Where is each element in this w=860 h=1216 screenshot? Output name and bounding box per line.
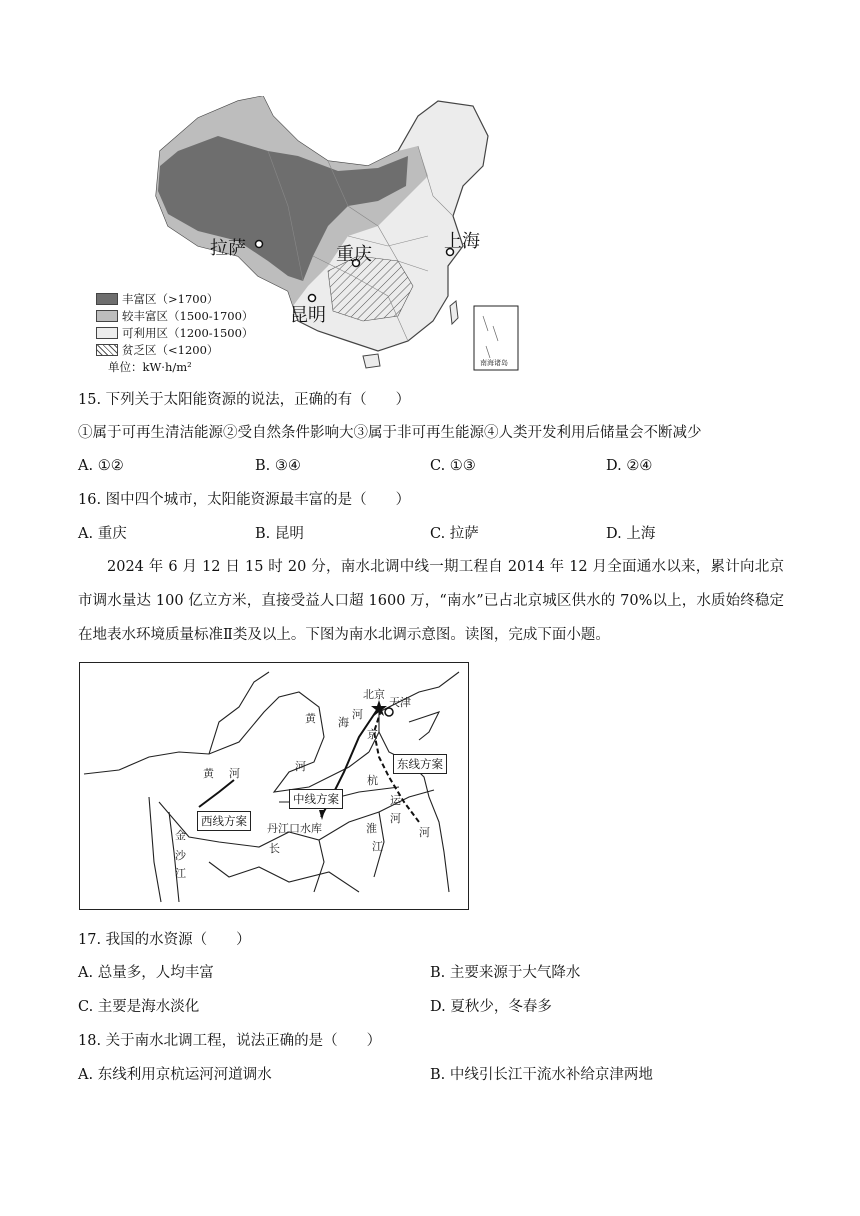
river-label: 沙 <box>175 849 186 862</box>
q18-option-b[interactable]: B. 中线引长江干流水补给京津两地 <box>430 1067 653 1083</box>
river-label: 河 <box>229 767 240 780</box>
legend-label: 贫乏区（<1200） <box>122 343 219 357</box>
q17-option-b[interactable]: B. 主要来源于大气降水 <box>430 965 581 981</box>
river-label: 河 <box>390 812 401 825</box>
q16-option-d[interactable]: D. 上海 <box>606 526 656 542</box>
river-label: 江 <box>372 840 383 853</box>
lhasa-dot <box>256 241 263 248</box>
legend-swatch-usable <box>96 327 118 339</box>
q16-option-a[interactable]: A. 重庆 <box>78 526 127 542</box>
river-label: 淮 <box>366 822 377 835</box>
q15-option-c[interactable]: C. ①③ <box>430 458 476 474</box>
q18-option-a[interactable]: A. 东线利用京杭运河河道调水 <box>78 1067 272 1083</box>
q16-option-b[interactable]: B. 昆明 <box>255 526 304 542</box>
east-route-label: 东线方案 <box>393 754 447 774</box>
river-label: 河 <box>352 708 363 721</box>
legend-swatch-rich <box>96 293 118 305</box>
river-label: 江 <box>175 867 186 880</box>
legend-swatch-poor <box>96 344 118 356</box>
river-label: 金 <box>175 829 186 842</box>
q15-option-a[interactable]: A. ①② <box>78 458 124 474</box>
q16-option-c[interactable]: C. 拉萨 <box>430 526 479 542</box>
city-kunming-label: 昆明 <box>290 305 326 326</box>
river-label: 河 <box>295 760 306 773</box>
river-label: 海 <box>338 716 349 729</box>
river-label: 黄 <box>203 767 214 780</box>
q17-stem: 17. 我国的水资源（ ） <box>78 932 251 948</box>
q16-stem: 16. 图中四个城市，太阳能资源最丰富的是（ ） <box>78 492 411 508</box>
danjiangkou-label: 丹江口水库 <box>267 822 322 835</box>
q15-option-d[interactable]: D. ②④ <box>606 458 653 474</box>
q17-option-a[interactable]: A. 总量多，人均丰富 <box>78 965 214 981</box>
city-shanghai-label: 上海 <box>444 231 480 252</box>
legend-item-more-rich <box>96 309 253 323</box>
river-label: 运 <box>390 794 401 807</box>
tianjin-label: 天津 <box>389 696 411 709</box>
river-label: 京 <box>367 728 378 741</box>
q17-option-c[interactable]: C. 主要是海水淡化 <box>78 999 200 1015</box>
beijing-label: 北京 <box>363 688 385 701</box>
q17-option-d[interactable]: D. 夏秋少，冬春多 <box>430 999 552 1015</box>
q15-statements: ①属于可再生清洁能源②受自然条件影响大③属于非可再生能源④人类开发利用后储量会不断减少 <box>78 425 702 441</box>
middle-route-label: 中线方案 <box>289 789 343 809</box>
river-label: 黄 <box>305 712 316 725</box>
legend-unit: 单位：kW·h/m² <box>108 360 192 374</box>
legend-item-usable <box>96 326 253 340</box>
q15-stem: 15. 下列关于太阳能资源的说法，正确的有（ ） <box>78 392 411 408</box>
legend-label: 可利用区（1200-1500） <box>122 326 254 340</box>
inset-label: 南海诸岛 <box>480 359 508 367</box>
river-label: 杭 <box>367 774 378 787</box>
taiwan <box>450 301 458 324</box>
hainan <box>363 354 380 368</box>
south-north-water-map <box>79 662 469 910</box>
river-label: 长 <box>269 842 280 855</box>
legend-label: 丰富区（>1700） <box>122 292 219 306</box>
q18-stem: 18. 关于南水北调工程，说法正确的是（ ） <box>78 1033 382 1049</box>
city-chongqing-label: 重庆 <box>336 244 372 265</box>
q15-option-b[interactable]: B. ③④ <box>255 458 301 474</box>
river-label: 河 <box>419 826 430 839</box>
legend-item-poor <box>96 343 218 357</box>
legend-label: 较丰富区（1500-1700） <box>122 309 254 323</box>
west-route-label: 西线方案 <box>197 811 251 831</box>
legend-swatch-more-rich <box>96 310 118 322</box>
city-lhasa-label: 拉萨 <box>210 238 246 259</box>
legend-item-rich <box>96 292 218 306</box>
passage-text: 2024 年 6 月 12 日 15 时 20 分，南水北调中线一期工程自 2014 年 12 月全面通水以来，累计向北京市调水量达 100 亿立方米，直接受益人口超 1600 万，“南水”已占北京城区供水的 70%以上，水质始终稳定在地表水环境质量标准Ⅱ类及以上。下图为南水北调示意图。读图，完成下面小题。 <box>78 559 784 643</box>
